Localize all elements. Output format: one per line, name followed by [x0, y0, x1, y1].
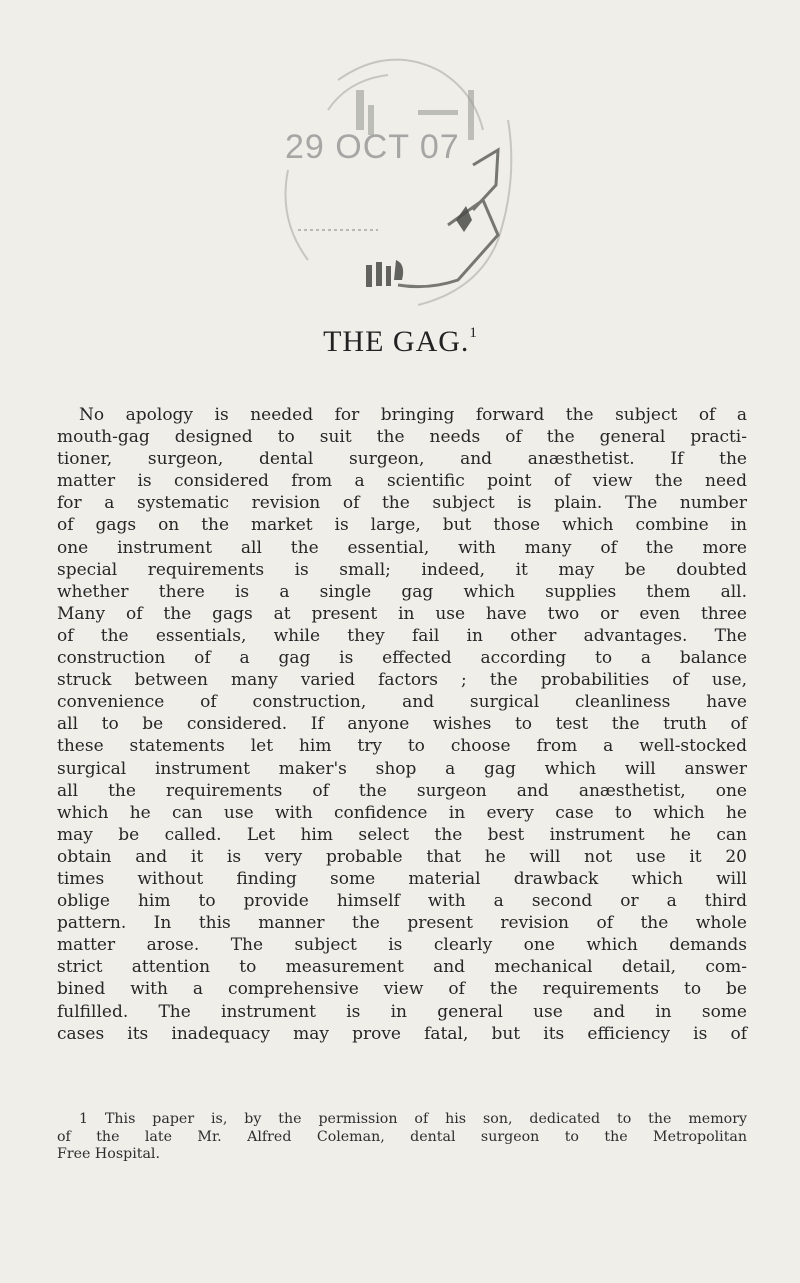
body-line: pattern. In this manner the present revision of the whole [57, 913, 747, 934]
body-line: struck between many varied factors ; the probabilities of use, [57, 670, 747, 691]
body-line: all to be considered. If anyone wishes to test the truth of [57, 714, 747, 735]
body-line: construction of a gag is effected according to a balance [57, 648, 747, 669]
footnote [57, 1111, 747, 1164]
title-footnote-marker: 1 [469, 325, 477, 341]
library-stamp [268, 50, 528, 315]
body-line: may be called. Let him select the best instrument he can [57, 824, 747, 845]
body-line: bined with a comprehensive view of the requirements to be [57, 979, 747, 1000]
body-line: matter arose. The subject is clearly one which demands [57, 935, 747, 956]
body-line: fulfilled. The instrument is in general use and in some [57, 1001, 747, 1022]
body-line: Many of the gags at present in use have two or even three [57, 603, 747, 624]
body-line: No apology is needed for bringing forward the subject of a [79, 405, 747, 425]
stamp-date-text: 29 OCT 07 [285, 128, 460, 166]
body-line: of gags on the market is large, but those which combine in [57, 515, 747, 536]
body-line: surgical instrument maker's shop a gag which will answer [57, 758, 747, 779]
body-line: strict attention to measurement and mechanical detail, com- [57, 957, 747, 978]
body-line: all the requirements of the surgeon and anæsthetist, one [57, 780, 747, 801]
body-line: one instrument all the essential, with many of the more [57, 537, 747, 558]
body-line: cases its inadequacy may prove fatal, but its efficiency is of [57, 1023, 747, 1044]
body-line: for a systematic revision of the subject is plain. The number [57, 493, 747, 514]
article-title [0, 325, 800, 359]
body-line: these statements let him try to choose from a well-stocked [57, 736, 747, 757]
footnote-line: of the late Mr. Alfred Coleman, dental surgeon to the Metropolitan [57, 1128, 747, 1145]
footnote-line: 1 This paper is, by the permission of his son, dedicated to the memory [79, 1111, 747, 1127]
body-line: mouth-gag designed to suit the needs of the general practi- [57, 427, 747, 448]
body-line: which he can use with confidence in every case to which he [57, 802, 747, 823]
body-line: convenience of construction, and surgical cleanliness have [57, 692, 747, 713]
footnote-line: Free Hospital. [57, 1146, 160, 1162]
body-line: oblige him to provide himself with a second or a third [57, 891, 747, 912]
body-line: times without finding some material drawback which will [57, 868, 747, 889]
body-line: whether there is a single gag which supplies them all. [57, 581, 747, 602]
article-title-text: THE GAG. [323, 325, 470, 358]
body-line: tioner, surgeon, dental surgeon, and anæsthetist. If the [57, 449, 747, 470]
body-line: special requirements is small; indeed, it may be doubted [57, 559, 747, 580]
body-line: obtain and it is very probable that he will not use it 20 [57, 846, 747, 867]
body-line: of the essentials, while they fail in other advantages. The [57, 625, 747, 646]
article-body [57, 404, 747, 1045]
body-line: matter is considered from a scientific point of view the need [57, 471, 747, 492]
